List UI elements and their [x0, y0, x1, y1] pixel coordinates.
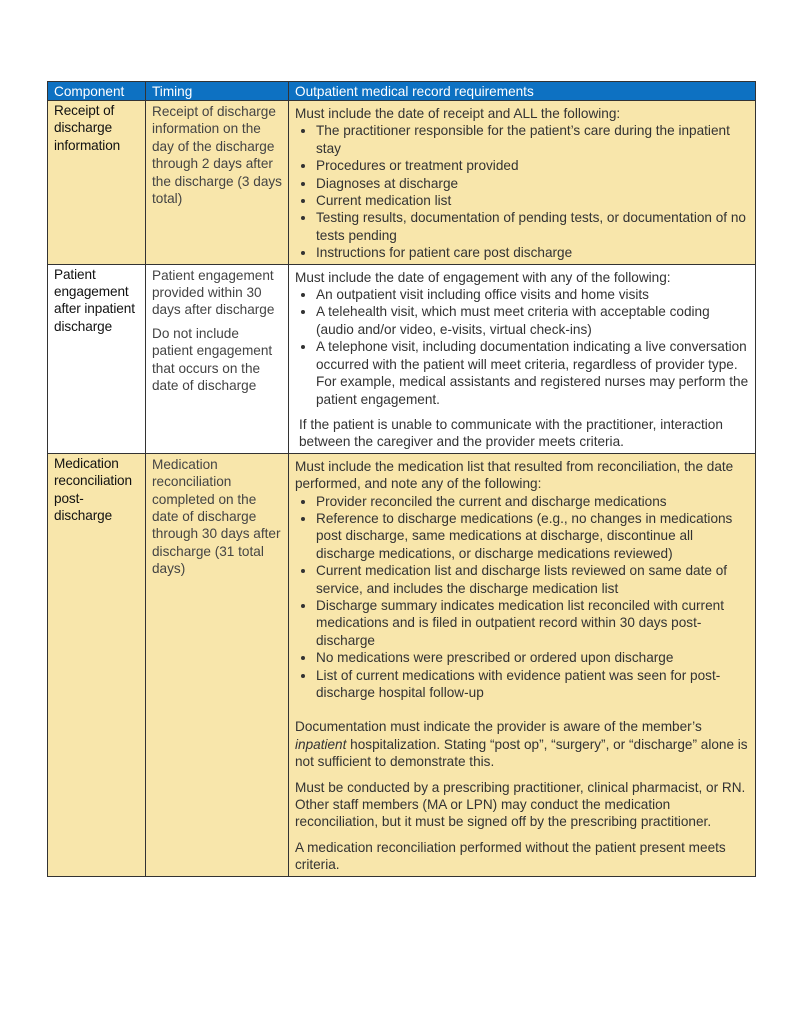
- requirements-list: [295, 122, 749, 261]
- timing-cell: [146, 101, 289, 265]
- awareness-text-end: hospitalization. Stating “post op”, “surgery”, or “discharge” alone is not sufficient to demonstrate this.: [295, 736, 748, 770]
- timing-cell: [146, 453, 289, 876]
- header-timing: Timing: [146, 82, 289, 101]
- list-item: • Testing results, documentation of pending tests, or documentation of no tests pending: [316, 209, 749, 244]
- list-item: • A telephone visit, including documentation indicating a live conversation occurred with the patient will meet criteria, regardless of provider type. For example, medical assistants and registered nurses may perform the patient engagement.: [316, 338, 749, 408]
- timing-cell: [146, 264, 289, 453]
- requirements-cell: [289, 101, 756, 265]
- requirements-intro: Must include the date of engagement with any of the following:: [295, 269, 671, 285]
- component-label: Medication reconciliation post-discharge: [54, 455, 132, 523]
- timing-text: Receipt of discharge information on the day of the discharge through 2 days after the discharge (3 days total): [152, 104, 282, 207]
- list-item: • Reference to discharge medications (e.g., no changes in medications post discharge, same medications at discharge, discontinue all discharge medications, or discharge medications reviewed): [316, 510, 749, 562]
- component-label: Receipt of discharge information: [54, 103, 121, 153]
- table-header-row: [48, 82, 756, 101]
- requirements-table: [47, 81, 756, 877]
- table-row-receipt: [48, 101, 756, 265]
- timing-text: Medication reconciliation completed on the date of discharge through 30 days after discharge (31 total days): [152, 456, 281, 577]
- list-item: • List of current medications with evidence patient was seen for post-discharge hospital follow-up: [316, 667, 749, 702]
- header-requirements: Outpatient medical record requirements: [289, 82, 756, 101]
- awareness-paragraph: [295, 718, 749, 770]
- list-item: • No medications were prescribed or ordered upon discharge: [316, 649, 749, 666]
- list-item: • Diagnoses at discharge: [316, 175, 749, 192]
- header-component: Component: [48, 82, 146, 101]
- component-cell: [48, 264, 146, 453]
- list-item: • Instructions for patient care post discharge: [316, 244, 749, 261]
- requirements-cell: [289, 264, 756, 453]
- timing-note: Do not include patient engagement that occurs on the date of discharge: [152, 325, 273, 394]
- requirements-note: If the patient is unable to communicate with the practitioner, interaction between the caregiver and the provider meets criteria.: [299, 416, 723, 450]
- list-item: • The practitioner responsible for the patient’s care during the inpatient stay: [316, 122, 749, 157]
- list-item: • An outpatient visit including office visits and home visits: [316, 286, 749, 303]
- requirements-list: [295, 493, 749, 702]
- requirements-list: [295, 286, 749, 408]
- without-patient-paragraph: A medication reconciliation performed without the patient present meets criteria.: [295, 839, 726, 873]
- list-item: • Current medication list and discharge lists reviewed on same date of service, and includes the discharge medication list: [316, 562, 749, 597]
- list-item: • Procedures or treatment provided: [316, 157, 749, 174]
- table-row-engagement: [48, 264, 756, 453]
- conducted-by-paragraph: Must be conducted by a prescribing practitioner, clinical pharmacist, or RN. Other staff members (MA or LPN) may conduct the medication reconciliation, but it must be signed off by the prescribing practitioner.: [295, 779, 746, 830]
- awareness-emphasis: inpatient: [295, 736, 347, 752]
- requirements-intro: Must include the date of receipt and ALL the following:: [295, 106, 621, 121]
- table-row-medication: [48, 453, 756, 876]
- requirements-cell: [289, 453, 756, 876]
- requirements-intro: Must include the medication list that resulted from reconciliation, the date performed, and note any of the following:: [295, 458, 734, 492]
- component-cell: [48, 101, 146, 265]
- component-cell: [48, 453, 146, 876]
- timing-text: Patient engagement provided within 30 days after discharge: [152, 267, 275, 318]
- list-item: • Discharge summary indicates medication list reconciled with current medications and is filed in outpatient record within 30 days post-discharge: [316, 597, 749, 649]
- component-label: Patient engagement after inpatient discharge: [54, 266, 135, 334]
- list-item: • A telehealth visit, which must meet criteria with acceptable coding (audio and/or video, e-visits, virtual check-ins): [316, 303, 749, 338]
- list-item: • Current medication list: [316, 192, 749, 209]
- list-item: • Provider reconciled the current and discharge medications: [316, 493, 749, 510]
- awareness-text-start: Documentation must indicate the provider is aware of the member’s: [295, 719, 702, 735]
